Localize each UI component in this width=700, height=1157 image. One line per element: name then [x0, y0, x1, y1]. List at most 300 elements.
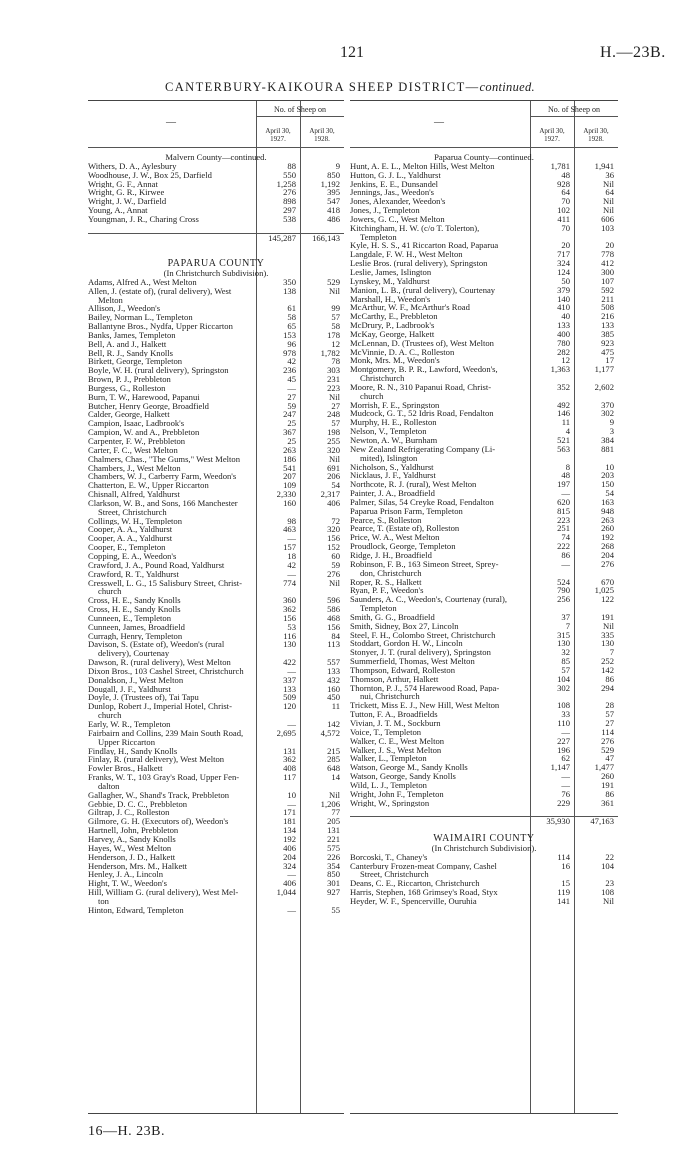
table-row: [350, 383, 618, 392]
table-row: [350, 356, 618, 365]
sheep-1928: 468: [327, 612, 340, 623]
right-column-table: [350, 100, 618, 1114]
table-row: [88, 304, 344, 313]
sheep-1928: 163: [601, 496, 614, 507]
sheep-1928: 248: [327, 409, 340, 420]
entry-name: Watson, George M., Sandy Knolls: [350, 763, 468, 773]
date-1927-header: April 30, 1927.: [265, 127, 291, 143]
sheep-1928: 432: [327, 674, 340, 685]
sheep-1927: 15: [561, 878, 570, 889]
entry-name: Nelson, V., Templeton: [350, 427, 427, 436]
table-row: [88, 188, 344, 197]
table-row: [350, 870, 618, 879]
sheep-1928: Nil: [603, 895, 614, 906]
table-row: [88, 428, 344, 437]
table-row: [88, 693, 344, 702]
sheep-1928: 303: [327, 365, 340, 376]
sheep-1928: 486: [327, 213, 340, 224]
table-row: [350, 853, 618, 862]
sheep-1928: 122: [601, 594, 614, 605]
sheep-1928: 508: [601, 302, 614, 313]
sheep-1928: 27: [331, 400, 340, 411]
sheep-1927: 58: [287, 312, 296, 323]
table-row: [350, 303, 618, 312]
sheep-1928: 108: [601, 887, 614, 898]
entry-name: Voice, T., Templeton: [350, 727, 422, 737]
table-row: [88, 853, 344, 862]
table-row: [88, 543, 344, 552]
table-row: [88, 640, 344, 649]
entry-name: Jones, Alexander, Weedon's: [350, 197, 446, 207]
sheep-1928: 9: [335, 160, 340, 171]
table-row: [88, 764, 344, 773]
sheep-1928: Nil: [603, 620, 614, 631]
table-row: [350, 595, 618, 604]
sheep-1928: 948: [601, 505, 614, 516]
entry-name: Pearce, T. (Estate of), Rolleston: [350, 524, 460, 534]
entry-name: Morrish, F. E., Springston: [350, 400, 440, 410]
table-row: [350, 888, 618, 897]
title-main: CANTERBURY-KAIKOURA SHEEP DISTRICT—: [165, 80, 480, 94]
table-row: [350, 401, 618, 410]
sheep-1928: 78: [331, 356, 340, 367]
entry-name: Hill, William G. (rural delivery), West Mel-: [88, 888, 239, 897]
sheep-1927: 315: [557, 629, 570, 640]
entry-name: Jowers, G. C., West Melton: [350, 214, 445, 224]
sheep-1928: 160: [327, 683, 340, 694]
table-row: [88, 517, 344, 526]
entry-name: Youngman, J. R., Charing Cross: [88, 214, 199, 224]
table-row: [88, 605, 344, 614]
table-row: [350, 728, 618, 737]
table-row: [88, 773, 344, 782]
entry-name: Nicklaus, J. F., Yaldhurst: [350, 471, 436, 481]
table-row: [88, 826, 344, 835]
entry-name: Ballantyne Bros., Nydfa, Upper Riccarton: [88, 322, 233, 331]
table-row: [88, 340, 344, 349]
table-row: [350, 790, 618, 799]
table-row: [88, 596, 344, 605]
left-entries: [88, 153, 344, 915]
sheep-1928: 178: [327, 329, 340, 340]
table-row: [350, 666, 618, 675]
entry-name: McArthur, W. F., McArthur's Road: [350, 303, 470, 313]
entry-name: Dunlop, Robert J., Imperial Hotel, Christ-: [88, 702, 232, 712]
sheep-1928: 1,177: [594, 364, 614, 375]
entry-name: McVinnie, D. A. C., Rolleston: [350, 347, 455, 357]
entry-name: [350, 817, 530, 826]
entry-name: Mudcock, G. T., 52 Idris Road, Fendalton: [350, 409, 494, 419]
entry-name: McKay, George, Halkett: [350, 329, 435, 339]
table-row: [350, 162, 618, 171]
table-row: [88, 375, 344, 384]
sheep-1927: 33: [561, 709, 570, 720]
sheep-1928: 142: [327, 719, 340, 729]
sheep-1927: 563: [557, 443, 570, 454]
entry-name-continued: ton: [98, 896, 109, 906]
sheep-1928: 84: [331, 630, 340, 641]
entry-name: Bell, R. J., Sandy Knolls: [88, 348, 173, 358]
sheep-1928: 2,602: [594, 381, 614, 392]
table-row: [88, 579, 344, 588]
sheep-1927: 362: [283, 604, 296, 615]
sheep-1928: 923: [601, 337, 614, 348]
table-row: [88, 729, 344, 738]
table-row: [350, 542, 618, 551]
table-row: [350, 241, 618, 250]
sheep-1928: 191: [601, 611, 614, 622]
sheep-1927: —: [287, 568, 296, 579]
table-row: [350, 799, 618, 808]
entry-name: Chambers, W. J., Carberry Farm, Weedon's: [88, 472, 237, 482]
sheep-1927: 422: [283, 657, 296, 668]
table-row: [350, 374, 618, 383]
sheep-1928: 547: [327, 196, 340, 207]
entry-name: Fowler Bros., Halkett: [88, 764, 163, 774]
sheep-1928: 778: [601, 249, 614, 260]
sheep-1928: 406: [327, 497, 340, 508]
sheep-1928: 10: [605, 461, 614, 472]
table-row: [350, 862, 618, 871]
entry-name: Heyder, W. F., Spencerville, Ouruhia: [350, 896, 477, 906]
table-row: [88, 862, 344, 871]
table-row: [88, 313, 344, 322]
sheep-1928: 47: [605, 753, 614, 764]
entry-name: Birkett, George, Templeton: [88, 357, 183, 367]
table-row: [350, 330, 618, 339]
sheep-1928: 255: [327, 436, 340, 446]
right-entries: [350, 153, 618, 906]
sheep-1927: 116: [283, 630, 296, 641]
entry-name: Crawford, J. A., Pound Road, Yaldhurst: [88, 560, 225, 570]
entry-name: Clarkson, W. B., and Sons, 166 Manchester: [88, 498, 238, 508]
sheep-1928: 216: [601, 311, 614, 322]
table-row: [88, 587, 344, 596]
table-row: [88, 844, 344, 853]
sheep-1928: 57: [331, 312, 340, 323]
spacer: [350, 807, 618, 816]
table-row: [350, 754, 618, 763]
entry-name: Henderson, Mrs. M., Halkett: [88, 861, 188, 871]
entry-name: Cross, H. E., Sandy Knolls: [88, 605, 181, 614]
sheep-1928: 192: [601, 532, 614, 543]
sheep-1927: —: [287, 798, 296, 809]
table-row: [88, 632, 344, 641]
sheep-1927: 247: [283, 409, 296, 420]
sheep-1928: 592: [601, 284, 614, 295]
sheep-1927: 410: [557, 302, 570, 313]
entry-name: Butcher, Henry George, Broadfield: [88, 401, 209, 411]
entry-name: Cresswell, L. G., 15 Salisbury Street, Christ-: [88, 578, 242, 588]
sheep-1928: 57: [605, 709, 614, 720]
spacer: [88, 224, 344, 233]
table-row: [350, 418, 618, 427]
entry-name: Finlay, R. (rural delivery), West Melton: [88, 755, 225, 765]
entry-name: New Zealand Refrigerating Company (Li-: [350, 444, 496, 454]
page-number: 121: [340, 44, 364, 61]
left-column-table: [88, 100, 344, 1114]
sheep-1927: 620: [557, 496, 570, 507]
sheep-1927: 362: [283, 754, 296, 765]
sheep-1927: 146: [557, 408, 570, 419]
sheep-1927: —: [561, 779, 570, 790]
sheep-1928: 1,025: [594, 585, 614, 596]
entry-name: Borcoski, T., Chaney's: [350, 852, 428, 862]
table-row: [88, 552, 344, 561]
sheep-1928: 86: [605, 673, 614, 684]
entry-name: Montgomery, B. P. R., Lawford, Weedon's,: [350, 365, 498, 375]
entry-name: Hight, T. W., Weedon's: [88, 879, 167, 889]
entry-name: Thomson, Arthur, Halkett: [350, 674, 439, 684]
table-row: [350, 295, 618, 304]
entry-name: Early, W. R., Templeton: [88, 720, 171, 729]
table-row: [88, 525, 344, 534]
entry-name: Wright, J. W., Darfield: [88, 197, 167, 207]
sheep-1927: 2,695: [276, 727, 296, 738]
entry-name: Monk, Mrs. M., Weedon's: [350, 356, 440, 366]
sheep-1927: 57: [561, 664, 570, 675]
entry-name-continued: Christchurch: [360, 374, 405, 383]
table-row: [88, 738, 344, 747]
table-row: [88, 570, 344, 579]
table-row: [88, 278, 344, 287]
table-row: [350, 604, 618, 613]
table-row: [350, 578, 618, 587]
sheep-1928: Nil: [603, 196, 614, 207]
sheep-1927: 76: [561, 788, 570, 799]
sheep-1928: 11: [331, 701, 340, 712]
entry-name: Kitchingham, H. W. (c/o T. Tolerton),: [350, 223, 480, 233]
entry-name-continued: church: [98, 587, 122, 597]
sheep-1928: 107: [601, 275, 614, 286]
sheep-1927: —: [561, 488, 570, 499]
table-row: [88, 287, 344, 296]
sheep-1927: 227: [557, 735, 570, 746]
sheep-1927: 1,044: [276, 887, 296, 898]
entry-name: Cooper, E., Templeton: [88, 543, 166, 552]
entry-name: Ryan, P. F., Weedon's: [350, 586, 424, 596]
entry-name: Pearce, S., Rolleston: [350, 515, 422, 525]
sheep-1927: 302: [557, 682, 570, 693]
table-row: [88, 835, 344, 844]
sheep-1927: 181: [283, 816, 296, 827]
table-row: [350, 454, 618, 463]
sheep-1928: 475: [601, 346, 614, 357]
sheep-1928: 268: [601, 541, 614, 552]
table-row: [350, 879, 618, 888]
entry-name: Kyle, H. S. S., 41 Riccarton Road, Paparua: [350, 241, 499, 251]
sheep-1927: 153: [283, 329, 296, 340]
sheep-1927: 27: [287, 391, 296, 402]
entry-name-continued: dalton: [98, 781, 120, 791]
sheep-1928: 226: [327, 851, 340, 862]
sheep-1927: 282: [557, 346, 570, 357]
table-row: [88, 897, 344, 906]
entry-name: Fairbairn and Collins, 239 Main South Road,: [88, 728, 244, 738]
sheep-1927: 229: [557, 797, 570, 808]
sheep-1927: 133: [557, 320, 570, 331]
sheep-1928: 301: [327, 878, 340, 889]
sheep-1927: 251: [557, 523, 570, 534]
sheep-1928: 221: [327, 833, 340, 844]
name-column-header: —: [166, 117, 176, 128]
sheep-1928: 575: [327, 842, 340, 853]
sheep-1927: 367: [283, 427, 296, 438]
table-row: [88, 702, 344, 711]
sheep-1928: 302: [601, 408, 614, 419]
sheep-1928: 54: [331, 480, 340, 491]
table-row: [88, 322, 344, 331]
entry-name: Collings, W. H., Templeton: [88, 516, 183, 526]
sheep-1927: 40: [561, 311, 570, 322]
sheep-1928: 17: [605, 355, 614, 366]
table-row: [350, 639, 618, 648]
sheep-1927: 192: [283, 833, 296, 844]
sheep-1927: 53: [287, 621, 296, 632]
sheep-1928: 99: [331, 303, 340, 314]
table-row: [350, 631, 618, 640]
sheep-1928: 384: [601, 435, 614, 445]
table-row: [88, 534, 344, 543]
table-row: [350, 348, 618, 357]
table-row: [88, 614, 344, 623]
entry-name: Harvey, A., Sandy Knolls: [88, 834, 176, 844]
sheep-1928: 58: [331, 321, 340, 332]
sheep-1927: 509: [283, 692, 296, 703]
sheep-1927: 236: [283, 365, 296, 376]
sheep-1927: —: [287, 382, 296, 393]
table-row: [88, 755, 344, 764]
entry-name: Gilmore, G. H. (Executors of), Weedon's: [88, 817, 229, 827]
entry-name: Tutton, F. A., Broadfields: [350, 710, 438, 719]
sheep-1927: 1,258: [276, 178, 296, 189]
table-row: [350, 675, 618, 684]
entry-name: Withers, D. A., Aylesbury: [88, 161, 177, 171]
sheep-1928: 1,206: [320, 798, 340, 809]
sheep-1928: 557: [327, 657, 340, 668]
table-row: [88, 808, 344, 817]
table-row: [88, 419, 344, 428]
sheep-1927: 197: [557, 479, 570, 490]
table-row: [350, 498, 618, 507]
table-row: [350, 533, 618, 542]
entry-name: Cooper, A. A., Yaldhurst: [88, 534, 173, 544]
sheep-1928: 28: [605, 700, 614, 711]
sheep-1928: 142: [601, 664, 614, 675]
table-row: [88, 817, 344, 826]
entry-name: Henderson, J. D., Halkett: [88, 852, 176, 862]
entry-name-continued: Street, Christchurch: [98, 507, 167, 517]
table-row: [350, 312, 618, 321]
sheep-1927: 774: [283, 577, 296, 588]
entry-name: Gallagher, W., Shand's Track, Prebbleton: [88, 790, 230, 800]
sheep-on-header: No. of Sheep on: [548, 105, 600, 114]
sheep-1928: 395: [327, 187, 340, 198]
table-row: [350, 897, 618, 906]
entry-name: Copping, E. A., Weedon's: [88, 551, 177, 561]
table-row: [350, 206, 618, 215]
section-heading: WAIMAIRI COUNTY: [433, 832, 535, 844]
table-row: [88, 331, 344, 340]
sheep-1927: 978: [283, 347, 296, 358]
table-row: [350, 471, 618, 480]
table-row: [350, 250, 618, 259]
sheep-1927: —: [287, 533, 296, 544]
sheep-1927: 85: [561, 656, 570, 667]
sheep-1927: 42: [287, 559, 296, 570]
page-title: [0, 80, 700, 95]
sheep-1927: 130: [283, 639, 296, 650]
sheep-1927: 337: [283, 674, 296, 685]
sheep-1927: 16: [561, 860, 570, 871]
table-row: [88, 888, 344, 897]
sheep-1928: 104: [601, 860, 614, 871]
sheep-1927: 12: [561, 355, 570, 366]
sheep-1927: 541: [283, 462, 296, 473]
entry-name: Manion, L. B., (rural delivery), Courtenay: [350, 285, 496, 295]
sheep-1927: 134: [283, 825, 296, 836]
sheep-1927: 352: [557, 381, 570, 392]
sheep-1928: 223: [327, 382, 340, 393]
entry-name-continued: mited), Islington: [360, 453, 418, 463]
sheep-1927: 196: [557, 744, 570, 755]
table-row: [350, 701, 618, 710]
entry-name: Vivian, J. T. M., Sockburn: [350, 719, 441, 728]
table-row: [88, 410, 344, 419]
sheep-1927: 104: [557, 673, 570, 684]
sheep-1927: 204: [283, 851, 296, 862]
sheep-1927: 256: [557, 594, 570, 605]
entry-name: Dawson, R. (rural delivery), West Melton: [88, 658, 231, 667]
table-row: [88, 472, 344, 481]
sheep-1927: 35,930: [546, 816, 570, 827]
table-row: [88, 800, 344, 809]
date-1928-header: April 30, 1928.: [583, 127, 609, 143]
sheep-1927: 138: [283, 285, 296, 296]
table-row: [88, 357, 344, 366]
sheep-1928: Nil: [329, 577, 340, 588]
table-row: [88, 197, 344, 206]
sheep-1928: 276: [327, 568, 340, 579]
sheep-1928: 335: [601, 629, 614, 640]
entry-name: Summerfield, Thomas, West Melton: [350, 657, 475, 666]
entry-name: Canterbury Frozen-meat Company, Cashel: [350, 861, 497, 871]
entry-name: Adams, Alfred A., West Melton: [88, 277, 197, 287]
sheep-1928: 7: [609, 647, 614, 658]
sheep-1928: Nil: [329, 453, 340, 464]
sheep-1927: 2,330: [276, 489, 296, 500]
sheep-1928: 1,477: [594, 762, 614, 773]
table-row: [88, 180, 344, 189]
entry-name: Langdale, F. W. H., West Melton: [350, 250, 463, 260]
sheep-1928: 927: [327, 887, 340, 898]
entry-name: Gebbie, D. C. C., Prebbleton: [88, 799, 188, 809]
entry-name: Smith, G. G., Broadfield: [350, 612, 435, 622]
sheep-1928: 276: [601, 735, 614, 746]
sheep-1928: Nil: [329, 285, 340, 296]
sheep-1928: 166,143: [312, 232, 340, 243]
sheep-1927: 928: [557, 178, 570, 189]
sheep-1928: 370: [601, 399, 614, 410]
table-row: [350, 586, 618, 595]
table-row: [350, 719, 618, 728]
sheep-1928: 361: [601, 797, 614, 808]
sheep-1928: 9: [609, 417, 614, 428]
table-row: [350, 286, 618, 295]
sheep-1928: 1,192: [320, 178, 340, 189]
entry-name: Wright, John F., Templeton: [350, 789, 444, 799]
sheep-1927: 48: [561, 470, 570, 481]
